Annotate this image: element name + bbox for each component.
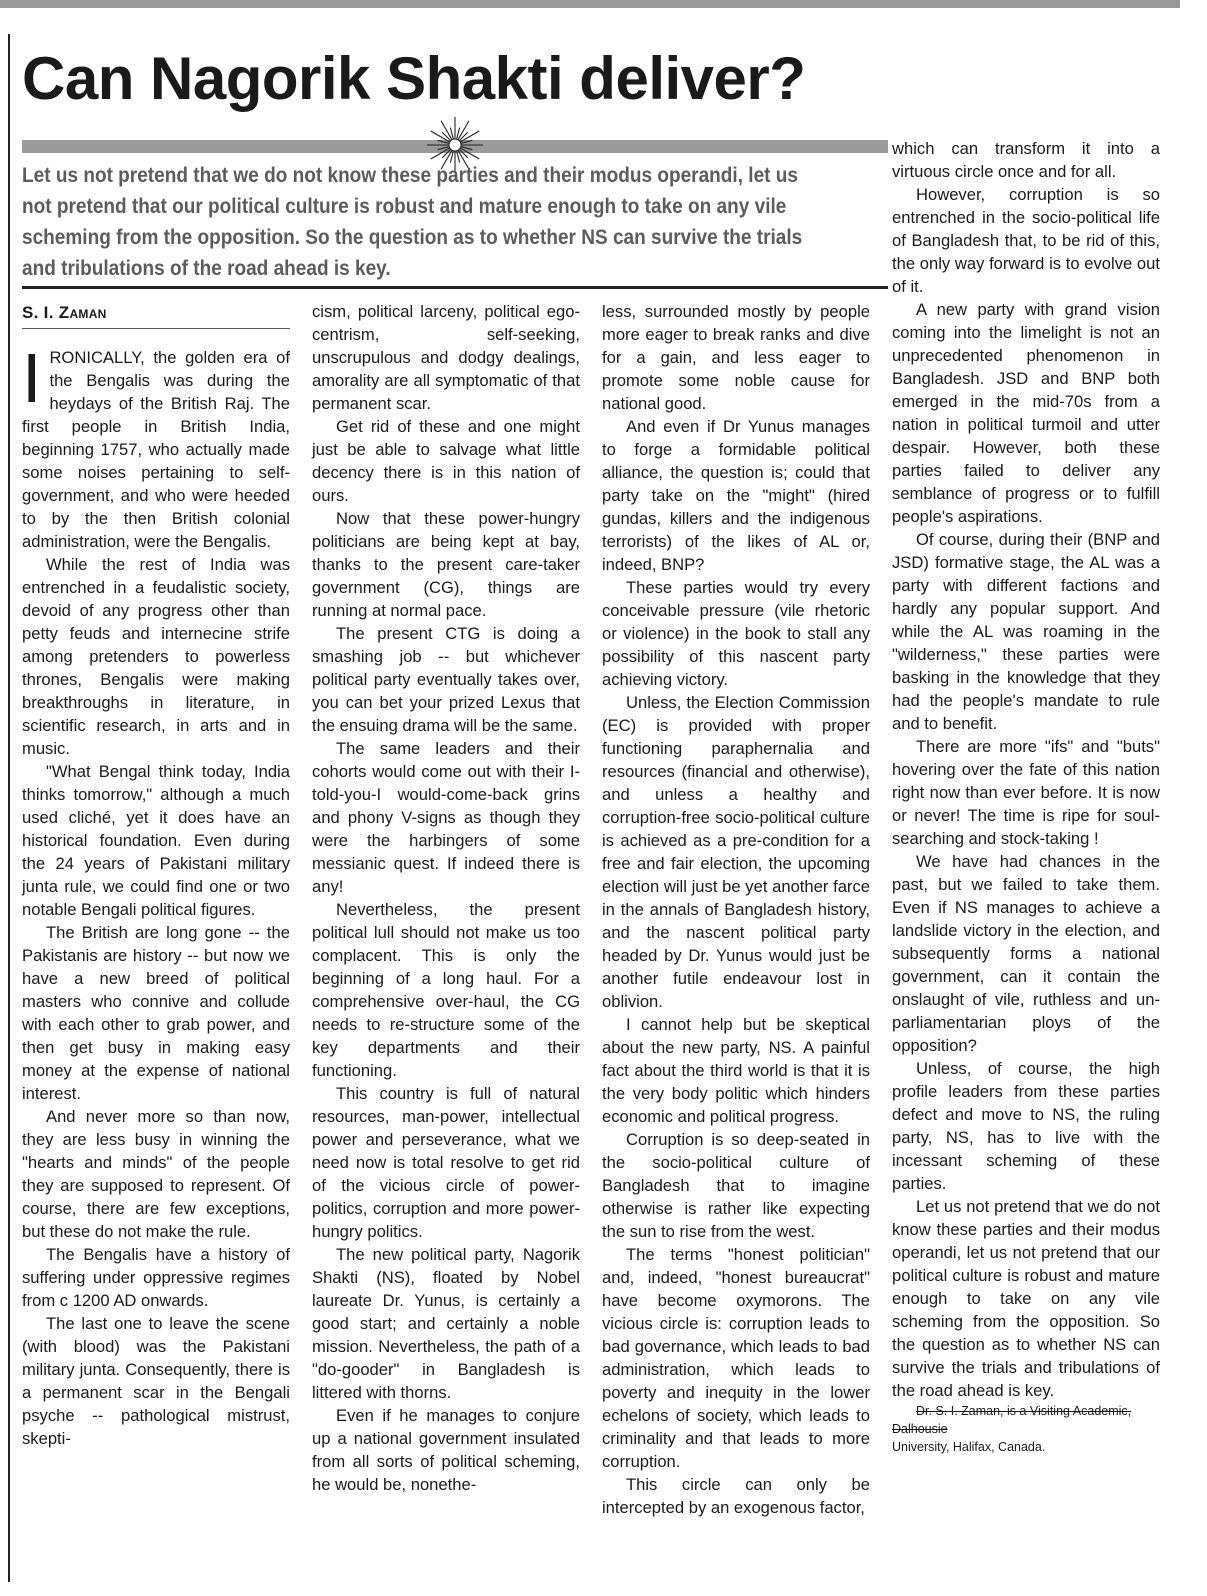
paragraph: Let us not pretend that we do not know these parties and their modus operandi, let us not pretend that our political culture is robust and mature enough to take on any vile scheming from the opposition. So the question as to whether NS can survive the trials and tribulations of the road ahead is key. <box>892 1197 1160 1400</box>
paragraph: And even if Dr Yunus manages to forge a formidable political alliance, the question is; could that party take on the "might" (hired gundas, killers and the indigenous terrorists) of the likes of AL or, indeed, BNP? <box>602 417 870 574</box>
paragraph: I cannot help but be skeptical about the new party, NS. A painful fact about the third world is that it is the very body politic which hinders economic and political progress. <box>602 1015 870 1126</box>
deck-line: and tribulations of the road ahead is key. <box>22 256 391 280</box>
paragraph <box>22 339 290 553</box>
paragraph: While the rest of India was entrenched in a feudalistic society, devoid of any progress other than petty feuds and internecine strife among pretenders to powerless thrones, Bengalis were making breakthroughs in literature, in scientific research, in arts and in music. <box>22 555 290 758</box>
paragraph: We have had chances in the past, but we failed to take them. Even if NS manages to achieve a landslide victory in the election, and subsequently forms a national government, can it contain the onslaught of vile, ruthless and un-parliamentarian ploys of the opposition? <box>892 852 1160 1055</box>
paragraph: The terms "honest politician" and, indeed, "honest bureaucrat" have become oxymorons. The vicious circle is: corruption leads to bad governance, which leads to bad administration, which leads to poverty and inequity in the lower echelons of society, which leads to criminality and that leads to more corruption. <box>602 1245 870 1471</box>
column-3 <box>602 300 870 1519</box>
paragraph: The Bengalis have a history of suffering under oppressive regimes from c 1200 AD onwards. <box>22 1245 290 1310</box>
headline: Can Nagorik Shakti deliver? <box>22 45 806 112</box>
deck-line: not pretend that our political culture is robust and mature enough to take on any vile <box>22 194 787 218</box>
paragraph: The new political party, Nagorik Shakti (NS), floated by Nobel laureate Dr. Yunus, is certainly a good start; and certainly a noble mission. Nevertheless, the path of a "do-gooder" in Bangladesh is littered with thorns. <box>312 1245 580 1402</box>
paragraph: Now that these power-hungry politicians are being kept at bay, thanks to the present care-taker government (CG), things are running at normal pace. <box>312 509 580 620</box>
paragraph: Even if he manages to conjure up a national government insulated from all sorts of political scheming, he would be, nonethe- <box>312 1406 580 1494</box>
deck-line: scheming from the opposition. So the question as to whether NS can survive the trials <box>22 225 803 249</box>
paragraph: Corruption is so deep-seated in the socio-political culture of Bangladesh that to imagine otherwise is rather like expecting the sun to rise from the west. <box>602 1130 870 1241</box>
column-1 <box>22 339 290 1450</box>
paragraph: The last one to leave the scene (with blood) was the Pakistani military junta. Consequently, there is a permanent scar in the Bengali psyche -- pathological mistrust, skepti- <box>22 1314 290 1448</box>
paragraph: less, surrounded mostly by people more eager to break ranks and dive for a gain, and less eager to promote some noble cause for national good. <box>602 302 870 413</box>
paragraph: Unless, of course, the high profile leaders from these parties defect and move to NS, the ruling party, NS, has to live with the incessant scheming of these parties. <box>892 1059 1160 1193</box>
footnote-line: University, Halifax, Canada. <box>892 1440 1046 1454</box>
top-rule <box>0 0 1180 8</box>
author-footnote <box>892 1402 1160 1456</box>
paragraph: cism, political larceny, political ego-centrism, self-seeking, unscrupulous and dodgy dealings, amorality are all symptomatic of that permanent scar. <box>312 302 580 413</box>
paragraph: The same leaders and their cohorts would come out with their I-told-you-I would-come-back grins and phony V-signs as though they were the harbingers of some messianic quest. If indeed there is any! <box>312 739 580 896</box>
byline-rule <box>22 328 290 329</box>
paragraph: Nevertheless, the present political lull should not make us too complacent. This is only the beginning of a long haul. For a comprehensive over-haul, the CG needs to re-structure some of the key departments and their functioning. <box>312 900 580 1080</box>
paragraph-text: RONICALLY, the golden era of the Bengalis was during the heydays of the British Raj. The first people in British India, beginning 1757, who actually made some noises pertaining to self-government, and who were heeded to by the then British colonial administration, were the Bengalis. <box>22 348 290 551</box>
paragraph: There are more "ifs" and "buts" hovering over the fate of this nation right now than ever before. It is now or never! The time is ripe for soul-searching and stock-taking ! <box>892 737 1160 848</box>
paragraph: which can transform it into a virtuous circle once and for all. <box>892 139 1160 181</box>
paragraph: And never more so than now, they are less busy in winning the "hearts and minds" of the people they are supposed to represent. Of course, there are few exceptions, but these do not make the rule. <box>22 1107 290 1241</box>
column-2 <box>312 300 580 1496</box>
paragraph: However, corruption is so entrenched in the socio-political life of Bangladesh that, to be rid of this, the only way forward is to evolve out of it. <box>892 185 1160 296</box>
paragraph: Get rid of these and one might just be able to salvage what little decency there is in this nation of ours. <box>312 417 580 505</box>
footnote-line: Dr. S. I. Zaman, is a Visiting Academic, Dalhousie <box>892 1404 1132 1436</box>
byline: S. I. Zaman <box>22 303 107 322</box>
paragraph: Of course, during their (BNP and JSD) formative stage, the AL was a party with different factions and hardly any popular support. And while the AL was roaming in the "wilderness," these parties were basking in the knowledge that they had the people's mandate to rule and to benefit. <box>892 530 1160 733</box>
deck <box>22 160 803 284</box>
paragraph: These parties would try every conceivable pressure (vile rhetoric or violence) in the book to stall any possibility of this nascent party achieving victory. <box>602 578 870 689</box>
column-4 <box>892 137 1160 1456</box>
paragraph: This circle can only be intercepted by an exogenous factor, <box>602 1475 870 1517</box>
left-rule <box>8 34 10 1582</box>
paragraph: The British are long gone -- the Pakistanis are history -- but now we have a new breed of political masters who connive and collude with each other to grab power, and then get busy in making easy money at the expense of national interest. <box>22 923 290 1103</box>
paragraph: Unless, the Election Commission (EC) is provided with proper functioning paraphernalia and resources (financial and otherwise), and unless a healthy and corruption-free socio-political culture is achieved as a pre-condition for a free and fair election, the upcoming election will just be yet another farce in the annals of Bangladesh history, and the nascent political party headed by Dr. Yunus would just be another futile endeavour lost in oblivion. <box>602 693 870 1011</box>
paragraph: A new party with grand vision coming into the limelight is not an unprecedented phenomenon in Bangladesh. JSD and BNP both emerged in the mid-70s from a nation in political turmoil and utter despair. However, both these parties failed to deliver any semblance of progress or to fulfill people's aspirations. <box>892 300 1160 526</box>
deck-line: Let us not pretend that we do not know these parties and their modus operandi, let us <box>22 163 798 187</box>
dropcap: I <box>22 339 42 417</box>
paragraph: This country is full of natural resources, man-power, intellectual power and perseverance, what we need now is total resolve to get rid of the vicious circle of power-politics, corruption and more power-hungry politics. <box>312 1084 580 1241</box>
paragraph: "What Bengal think today, India thinks tomorrow," although a much used cliché, yet it does have an historical foundation. Even during the 24 years of Pakistani military junta rule, we could find one or two notable Bengali political figures. <box>22 762 290 919</box>
paragraph: The present CTG is doing a smashing job -- but whichever political party eventually takes over, you can bet your prized Lexus that the ensuing drama will be the same. <box>312 624 580 735</box>
deck-bottom-rule <box>22 286 888 289</box>
